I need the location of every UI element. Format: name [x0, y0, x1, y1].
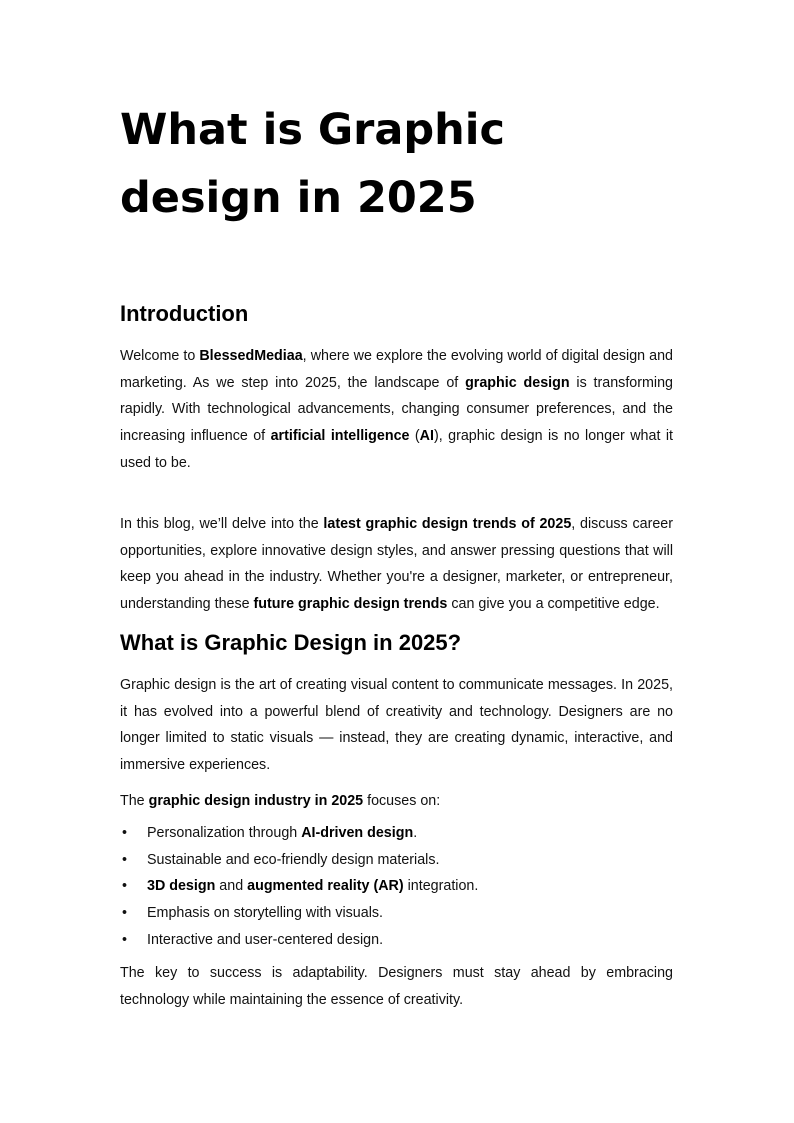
focus-list: [120, 820, 673, 954]
text-run: Graphic design is the art of creating visual content to communicate messages. In 2025, it has evolved into a powerful blend of creativity and technology. Designers are no longer limited to static visuals — instead, they are creating dynamic, interactive, and immersive experiences.: [120, 677, 673, 774]
list-item-text: [147, 825, 417, 841]
text-run: focuses on:: [363, 793, 441, 809]
text-run: Sustainable and eco-friendly design materials.: [147, 851, 440, 868]
list-item: [120, 927, 673, 954]
text-run: The: [120, 793, 149, 809]
bullet-icon: •: [122, 931, 128, 948]
focus-intro-paragraph: [120, 788, 673, 815]
bullet-icon: •: [122, 905, 128, 922]
text-run: can give you a competitive edge.: [447, 596, 660, 613]
bold-text: latest graphic design trends of 2025: [323, 516, 572, 532]
bullet-icon: •: [122, 825, 128, 841]
page-title: What is Graphic design in 2025: [120, 105, 506, 223]
list-item-text: [147, 932, 383, 948]
list-item: [120, 900, 673, 927]
list-item: [120, 873, 673, 900]
text-run: Welcome to: [120, 348, 200, 364]
text-run: .: [413, 825, 418, 841]
bold-text: graphic design: [465, 374, 570, 391]
list-item-text: [147, 852, 439, 868]
list-item-text: [147, 905, 383, 921]
text-run: The key to success is adaptability. Designers must stay ahead by embracing technology while maintaining the essence of creativity.: [120, 965, 673, 1008]
bold-text: AI-driven design: [301, 825, 414, 841]
intro-heading: Introduction: [120, 301, 249, 326]
text-run: and: [215, 878, 248, 895]
bullet-icon: •: [122, 878, 128, 895]
bold-text: graphic design industry in 2025: [148, 793, 364, 809]
definition-paragraph: [120, 672, 673, 779]
text-run: In this blog, we’ll delve into the: [120, 516, 324, 532]
list-item: [120, 820, 673, 847]
text-run: ), graphic design is no longer what it used to be.: [120, 428, 673, 471]
bold-text: BlessedMediaa: [199, 348, 303, 364]
bold-text: augmented reality (AR): [247, 878, 404, 895]
text-run: Emphasis on storytelling with visuals.: [147, 905, 383, 922]
text-run: , where we explore the evolving world of digital design and marketing. As we step into 2025, the landscape of: [120, 348, 673, 391]
text-run: is transforming rapidly. With technological advancements, changing consumer preferences, and the increasing influence of: [120, 374, 673, 445]
bold-text: artificial intelligence: [270, 428, 410, 445]
bullet-icon: •: [122, 851, 128, 868]
bold-text: future graphic design trends: [253, 596, 448, 613]
intro-paragraph-2: [120, 511, 673, 618]
conclusion-paragraph: [120, 960, 673, 1013]
section-heading: What is Graphic Design in 2025?: [120, 630, 462, 655]
bold-text: AI: [419, 428, 434, 445]
text-run: , discuss career opportunities, explore innovative design styles, and answer pressing questions that will keep you ahead in the industry. Whether you're a designer, marketer, or entrepreneur, understanding these: [120, 516, 673, 613]
text-run: Personalization through: [147, 825, 302, 841]
intro-paragraph-1: [120, 343, 673, 477]
text-run: integration.: [403, 878, 479, 895]
list-item-text: [147, 878, 478, 894]
text-run: (: [409, 428, 420, 445]
text-run: Interactive and user-centered design.: [147, 931, 384, 948]
list-item: [120, 847, 673, 874]
bold-text: 3D design: [147, 878, 216, 895]
